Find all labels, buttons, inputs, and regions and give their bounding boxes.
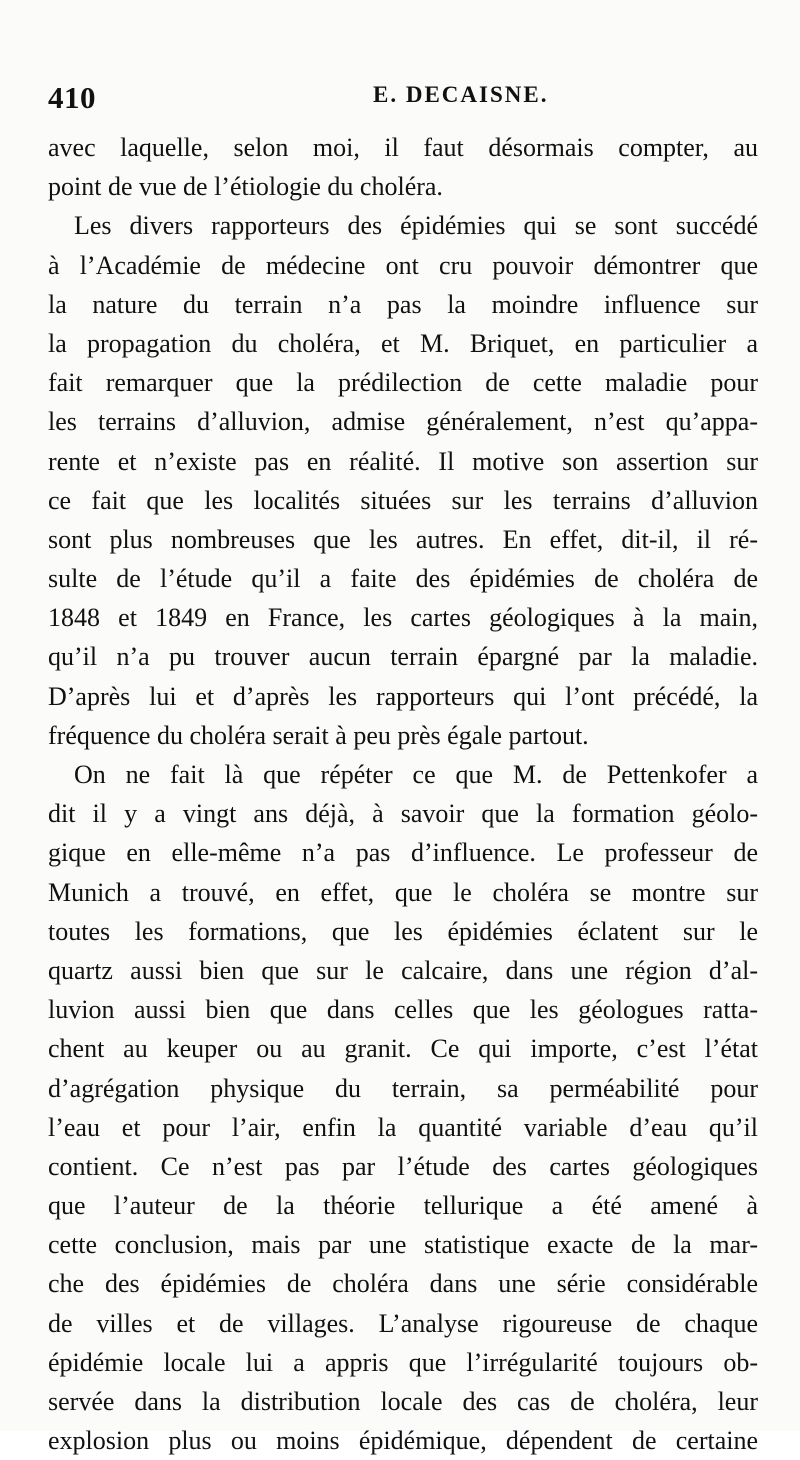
text-line: dit il y a vingt ans déjà, à savoir que la formation géolo-	[48, 799, 758, 829]
text-line: On ne fait là que répéter ce que M. de Pettenkofer a	[74, 760, 758, 789]
text-line: avec laquelle, selon moi, il faut désormais compter, au	[48, 133, 758, 162]
text-line: explosion plus ou moins épidémique, dépendent de certaine	[48, 1426, 758, 1456]
text-line: sont plus nombreuses que les autres. En effet, dit-il, il ré-	[48, 524, 758, 554]
text-line: à l’Académie de médecine ont cru pouvoir démontrer que	[48, 250, 758, 280]
text-line: chent au keuper ou au granit. Ce qui importe, c’est l’état	[48, 1034, 758, 1064]
body-text	[48, 128, 758, 1460]
text-line: luvion aussi bien que dans celles que les géologues ratta-	[48, 995, 758, 1025]
text-line: rente et n’existe pas en réalité. Il motive son assertion sur	[48, 446, 758, 476]
text-line: D’après lui et d’après les rapporteurs qui l’ont précédé, la	[48, 681, 758, 711]
text-line: fait remarquer que la prédilection de cette maladie pour	[48, 368, 758, 398]
text-line: 1848 et 1849 en France, les cartes géologiques à la main,	[48, 603, 758, 633]
text-line: la nature du terrain n’a pas la moindre influence sur	[48, 289, 758, 319]
text-line: que l’auteur de la théorie tellurique a été amené à	[48, 1191, 758, 1221]
running-head: E. DECAISNE.	[373, 82, 549, 107]
text-line: l’eau et pour l’air, enfin la quantité variable d’eau qu’il	[48, 1112, 758, 1142]
page-header	[48, 76, 752, 120]
page-number: 410	[48, 80, 96, 115]
text-line: sulte de l’étude qu’il a faite des épidémies de choléra de	[48, 564, 758, 594]
text-line: contient. Ce n’est pas par l’étude des cartes géologiques	[48, 1151, 758, 1181]
text-line: Les divers rapporteurs des épidémies qui se sont succédé	[74, 211, 758, 241]
text-line: point de vue de l’étiologie du choléra.	[48, 172, 443, 202]
text-line: d’agrégation physique du terrain, sa perméabilité pour	[48, 1073, 758, 1103]
text-line: gique en elle-même n’a pas d’influence. Le professeur de	[48, 838, 758, 868]
text-line: épidémie locale lui a appris que l’irrégularité toujours ob-	[48, 1347, 758, 1377]
text-line: che des épidémies de choléra dans une série considérable	[48, 1269, 758, 1299]
text-line: cette conclusion, mais par une statistique exacte de la mar-	[48, 1230, 758, 1260]
text-line: servée dans la distribution locale des cas de choléra, leur	[48, 1387, 758, 1416]
text-line: fréquence du choléra serait à peu près égale partout.	[48, 720, 589, 750]
text-line: Munich a trouvé, en effet, que le choléra se montre sur	[48, 877, 758, 907]
text-line: de villes et de villages. L’analyse rigoureuse de chaque	[48, 1308, 758, 1338]
text-line: la propagation du choléra, et M. Briquet, en particulier a	[48, 328, 758, 358]
text-line: les terrains d’alluvion, admise généralement, n’est qu’appa-	[48, 407, 758, 437]
text-line: toutes les formations, que les épidémies éclatent sur le	[48, 916, 758, 946]
text-line: quartz aussi bien que sur le calcaire, dans une région d’al-	[48, 955, 758, 985]
text-line: qu’il n’a pu trouver aucun terrain épargné par la maladie.	[48, 642, 758, 672]
text-line: ce fait que les localités situées sur les terrains d’alluvion	[48, 485, 758, 515]
